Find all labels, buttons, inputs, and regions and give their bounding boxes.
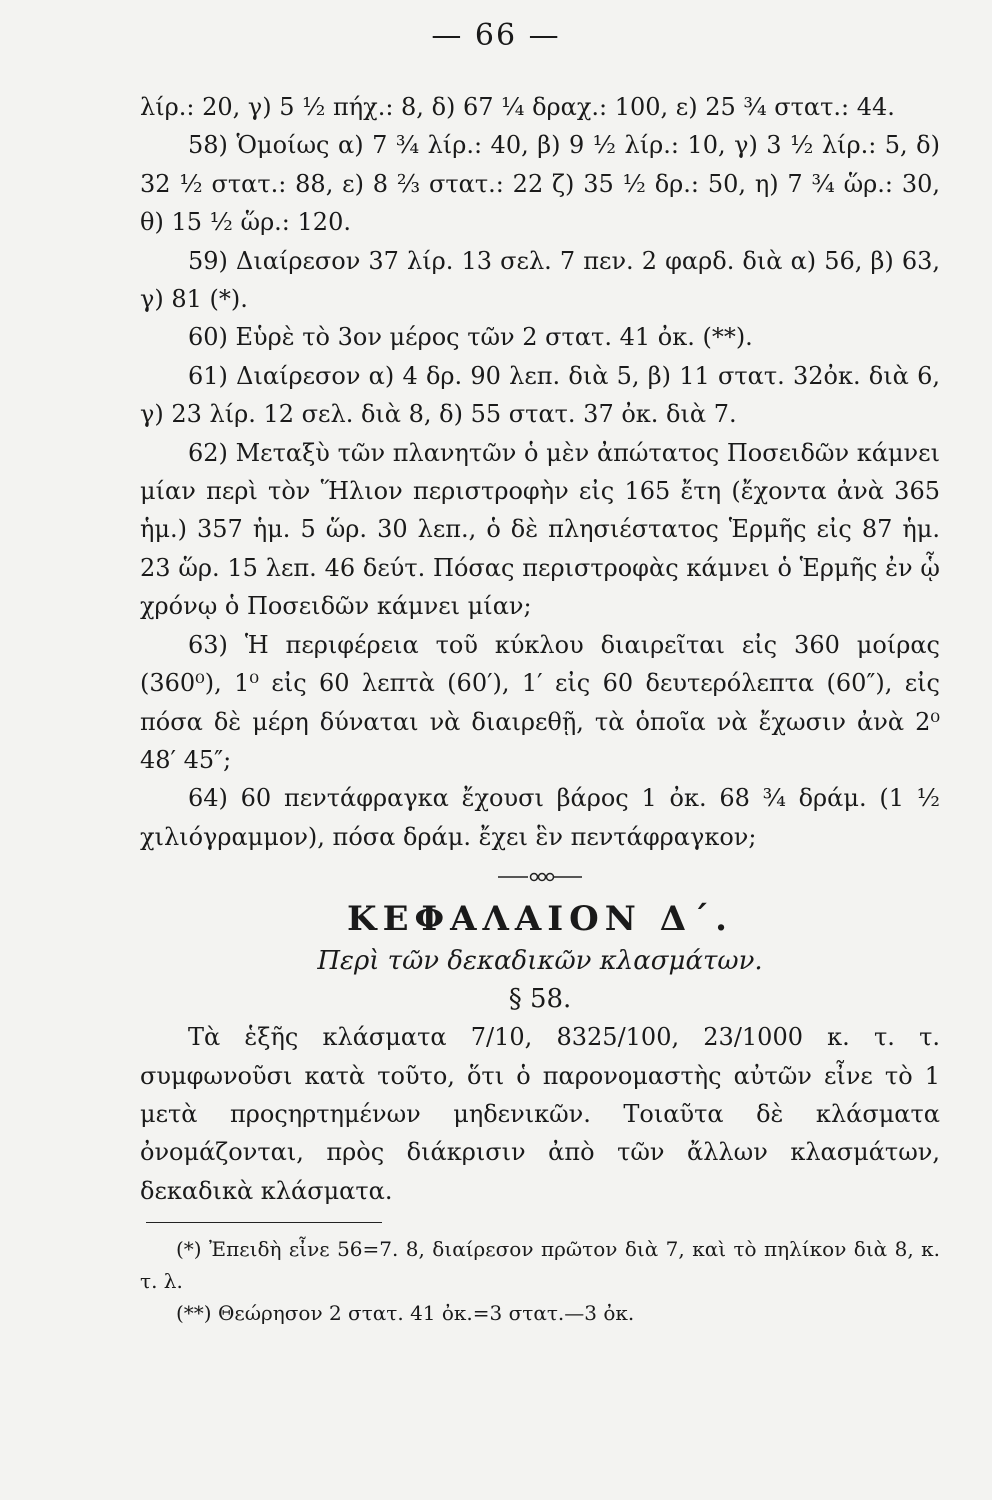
page-number: — 66 — <box>431 18 561 53</box>
exercise-59: 59) Διαίρεσον 37 λίρ. 13 σελ. 7 πεν. 2 φαρδ. διὰ α) 56, β) 63, γ) 81 (*). <box>140 246 940 314</box>
exercise-57-continued: λίρ.: 20, γ) 5 ½ πήχ.: 8, δ) 67 ¼ δραχ.: 100, ε) 25 ¾ στατ.: 44. <box>140 93 895 121</box>
exercise-58: 58) Ὁμοίως α) 7 ¾ λίρ.: 40, β) 9 ½ λίρ.: 10, γ) 3 ½ λίρ.: 5, δ) 32 ½ στατ.: 88, ε) 8 ⅔ στατ.: 22 ζ) 35 ½ δρ.: 50, η) 7 ¾ ὥρ.: 30, θ) 15 ½ ὥρ.: 120. <box>140 131 940 237</box>
exercise-61: 61) Διαίρεσον α) 4 δρ. 90 λεπ. διὰ 5, β) 11 στατ. 32ὀκ. διὰ 6, γ) 23 λίρ. 12 σελ. διὰ 8, δ) 55 στατ. 37 ὀκ. διὰ 7. <box>140 361 940 429</box>
exercise-60: 60) Εὑρὲ τὸ 3ον μέρος τῶν 2 στατ. 41 ὀκ. (**). <box>188 323 753 352</box>
ornament-divider <box>140 862 940 892</box>
footnotes <box>140 1233 940 1329</box>
exercise-62: 62) Μεταξὺ τῶν πλανητῶν ὁ μὲν ἀπώτατος Ποσειδῶν κάμνει μίαν περὶ τὸν Ἥλιον περιστροφὴν εἰς 165 ἔτη (ἔχοντα ἀνὰ 365 ἡμ.) 357 ἡμ. 5 ὥρ. 30 λεπ., ὁ δὲ πλησιέστατος Ἑρμῆς εἰς 87 ἡμ. 23 ὥρ. 15 λεπ. 46 δεύτ. Πόσας περιστροφὰς κάμνει ὁ Ἑρμῆς ἐν ᾧ χρόνῳ ὁ Ποσειδῶν κάμνει μίαν; <box>140 438 940 621</box>
chapter-title: ΚΕΦΑΛΑΙΟΝ Δ΄. <box>347 899 733 940</box>
footnote-rule <box>146 1222 382 1223</box>
page-body <box>140 88 940 1329</box>
chapter-subtitle: Περὶ τῶν δεκαδικῶν κλασμάτων. <box>317 946 763 977</box>
ornament-icon <box>498 870 582 884</box>
section-mark: § 58. <box>508 984 572 1015</box>
exercise-64: 64) 60 πεντάφραγκα ἔχουσι βάρος 1 ὀκ. 68 ¾ δράμ. (1 ½ χιλιόγραμμον), πόσα δράμ. ἔχει ἓν πεντάφραγκον; <box>140 784 940 851</box>
footnote-2: (**) Θεώρησον 2 στατ. 41 ὀκ.=3 στατ.—3 ὀκ. <box>176 1301 635 1326</box>
section-text: Τὰ ἑξῆς κλάσματα 7/10, 8325/100, 23/1000 κ. τ. τ. συμφωνοῦσι κατὰ τοῦτο, ὅτι ὁ παρονομαστὴς αὐτῶν εἶνε τὸ 1 μετὰ προςηρτημένων μηδενικῶν. Τοιαῦτα δὲ κλάσματα ὀνομάζονται, πρὸς διάκρισιν ἀπὸ τῶν ἄλλων κλασμάτων, δεκαδικὰ κλάσματα. <box>140 1023 940 1205</box>
footnote-1: (*) Ἐπειδὴ εἶνε 56=7. 8, διαίρεσον πρῶτον διὰ 7, καὶ τὸ πηλίκον διὰ 8, κ. τ. λ. <box>140 1237 940 1294</box>
exercise-63: 63) Ἡ περιφέρεια τοῦ κύκλου διαιρεῖται εἰς 360 μοίρας (360⁰), 1⁰ εἰς 60 λεπτὰ (60′), 1′ εἰς 60 δευτερόλεπτα (60″), εἰς πόσα δὲ μέρη δύναται νὰ διαιρεθῇ, τὰ ὁποῖα νὰ ἔχωσιν ἀνὰ 2⁰ 48′ 45″; <box>140 630 940 774</box>
